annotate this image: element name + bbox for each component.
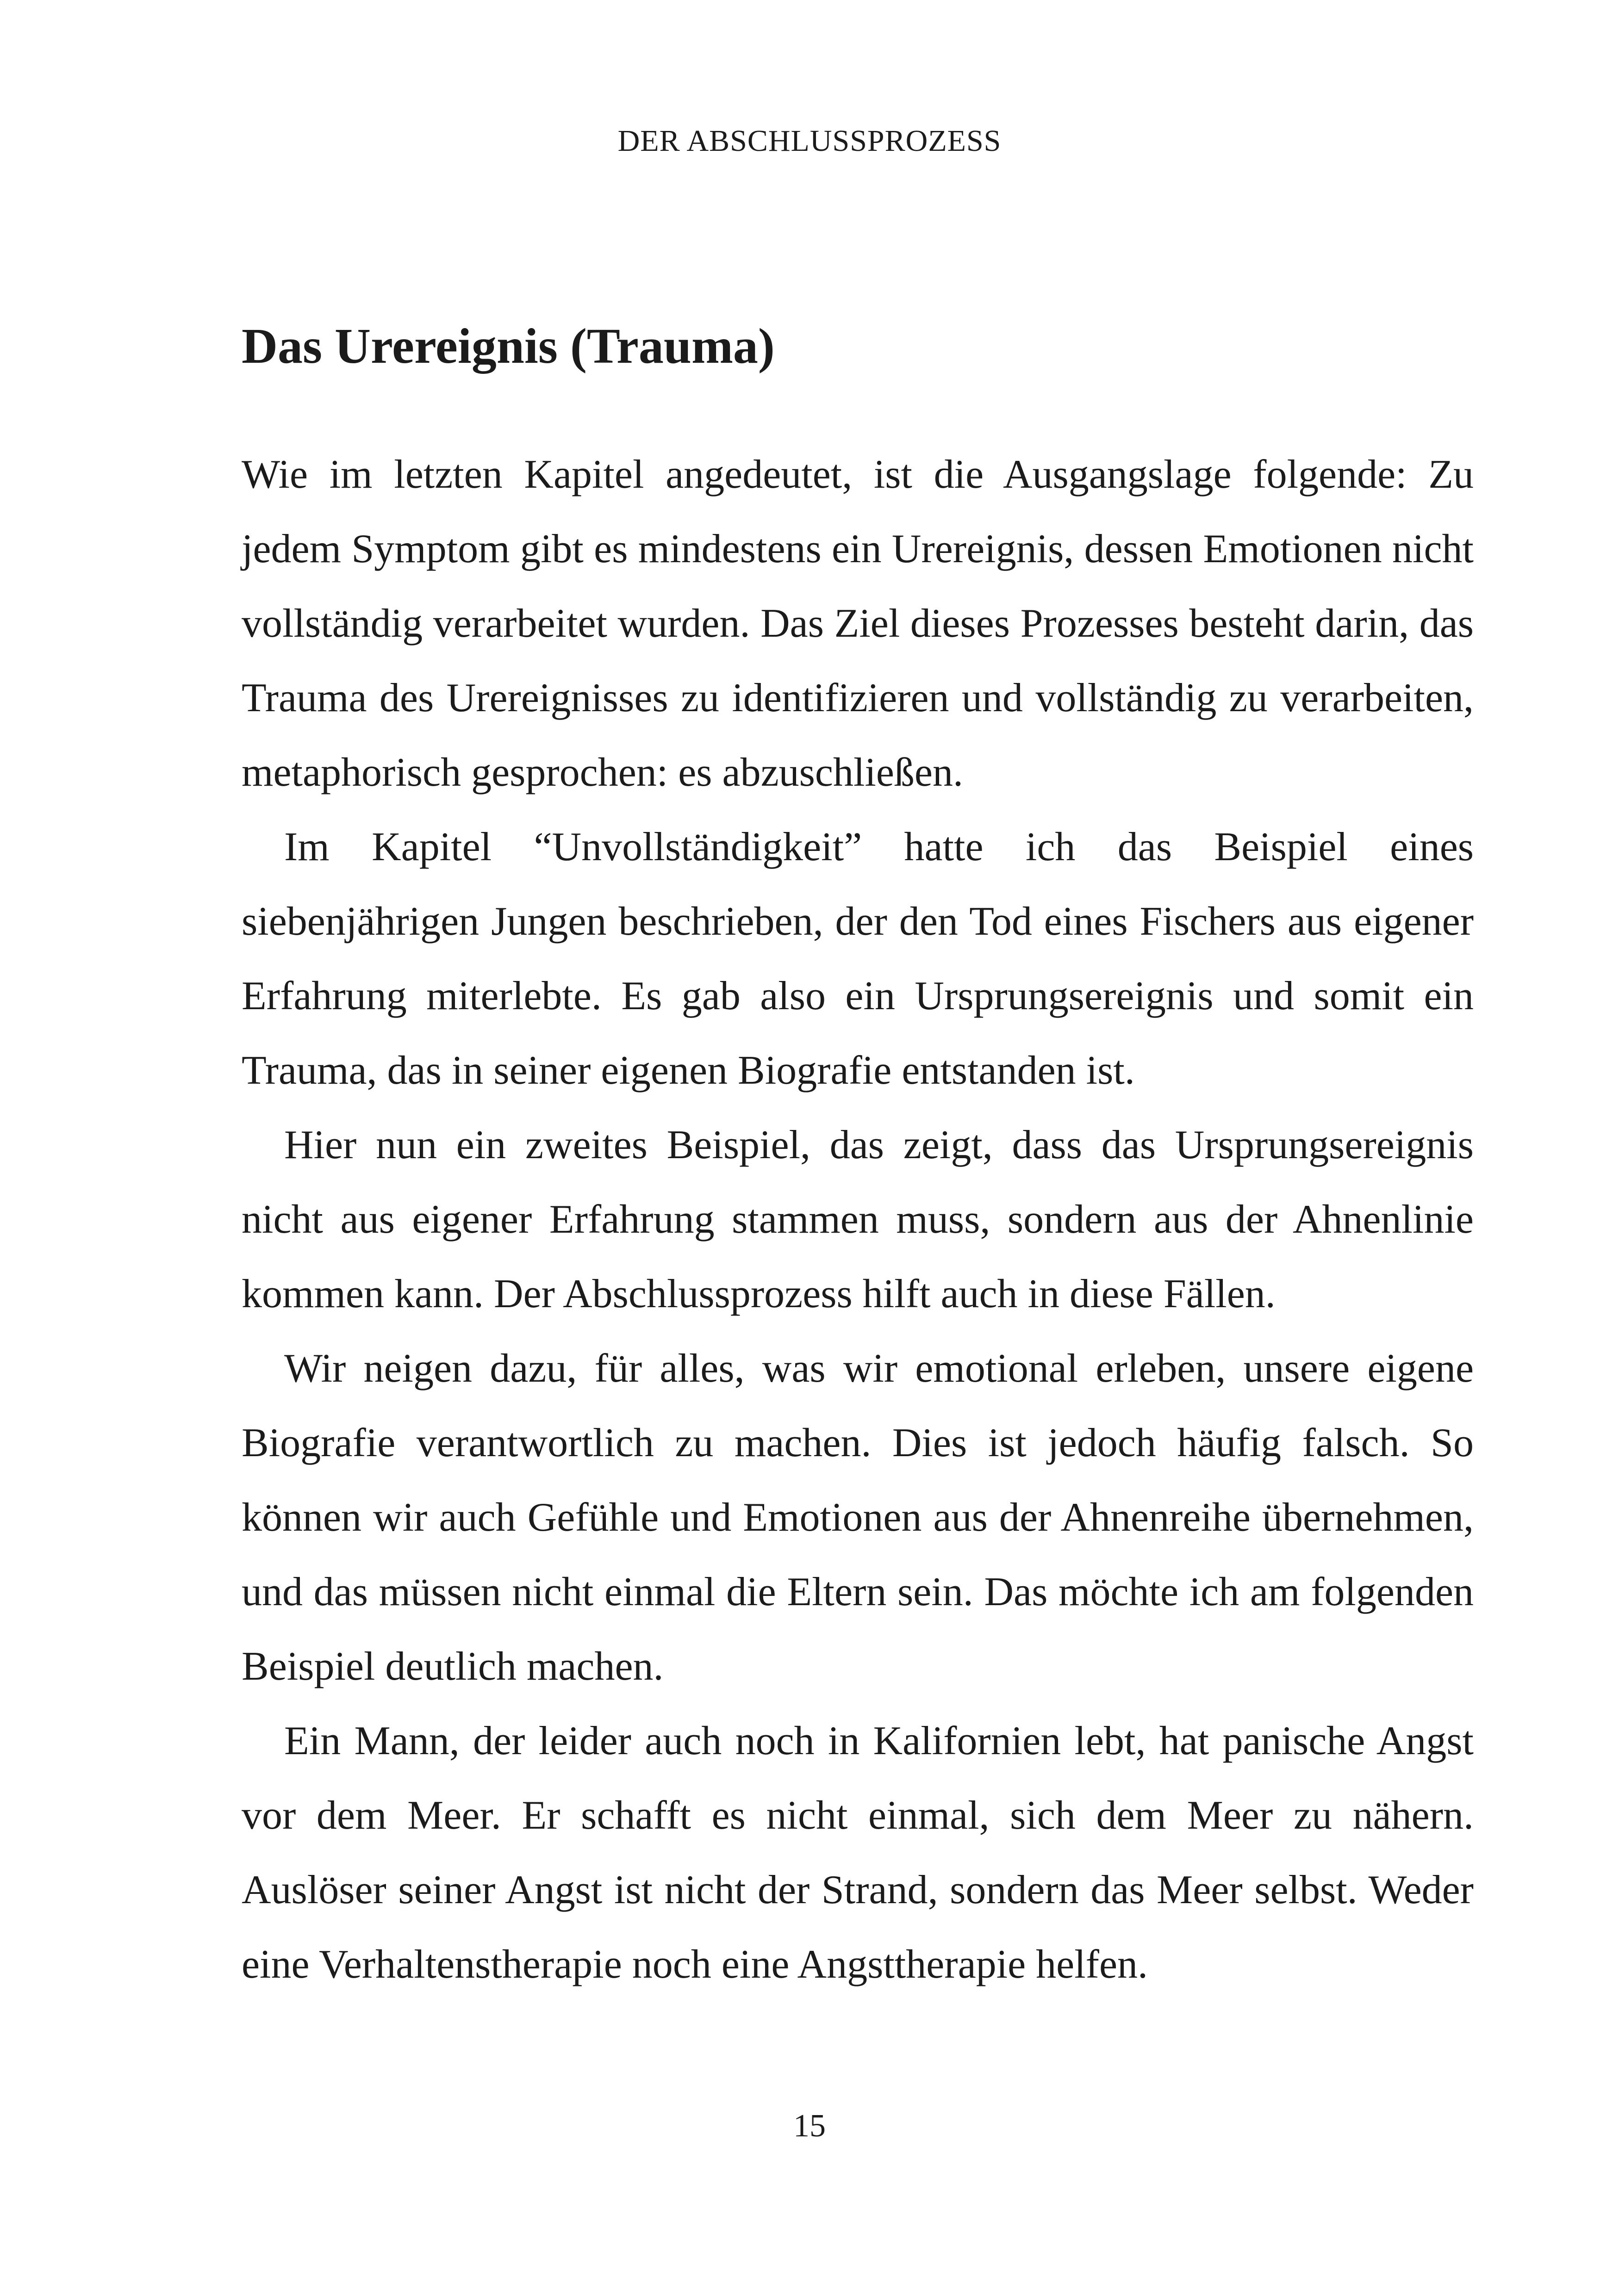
paragraph-2: Im Kapitel “Unvollständigkeit” hatte ich das Beispiel eines siebenjährigen Jungen beschrieben, der den Tod eines Fischers aus eigener Erfahrung miterlebte. Es gab also ein Ursprungsereignis und somit ein Trauma, das in seiner eigenen Biografie entstanden ist.: [242, 825, 1474, 1093]
body-text: [242, 437, 1474, 2002]
page-number: 15: [793, 2108, 826, 2144]
section-title: Das Urereignis (Trauma): [242, 319, 775, 374]
paragraph-4: Wir neigen dazu, für alles, was wir emotional erleben, unsere eigene Biografie verantwortlich zu machen. Dies ist jedoch häufig falsch. So können wir auch Gefühle und Emotionen aus der Ahnenreihe übernehmen, und das müssen nicht einmal die Eltern sein. Das möchte ich am folgenden Beispiel deutlich machen.: [242, 1346, 1474, 1689]
paragraph-1: Wie im letzten Kapitel angedeutet, ist die Ausgangslage folgende: Zu jedem Symptom gibt es mindestens ein Urereignis, dessen Emotionen nicht vollständig verarbeitet wurden. Das Ziel dieses Prozesses besteht darin, das Trauma des Urereignisses zu identifizieren und vollständig zu verarbeiten, metaphorisch gesprochen: es abzuschließen.: [242, 452, 1474, 795]
running-head: DER ABSCHLUSSPROZESS: [617, 124, 1002, 158]
paragraph-3: Hier nun ein zweites Beispiel, das zeigt, dass das Ursprungsereignis nicht aus eigener Erfahrung stammen muss, sondern aus der Ahnenlinie kommen kann. Der Abschlussprozess hilft auch in diese Fällen.: [242, 1123, 1474, 1316]
paragraph-5: Ein Mann, der leider auch noch in Kalifornien lebt, hat panische Angst vor dem Meer. Er schafft es nicht einmal, sich dem Meer zu nähern. Auslöser seiner Angst ist nicht der Strand, sondern das Meer selbst. Weder eine Verhaltenstherapie noch eine Angsttherapie helfen.: [242, 1719, 1474, 1987]
